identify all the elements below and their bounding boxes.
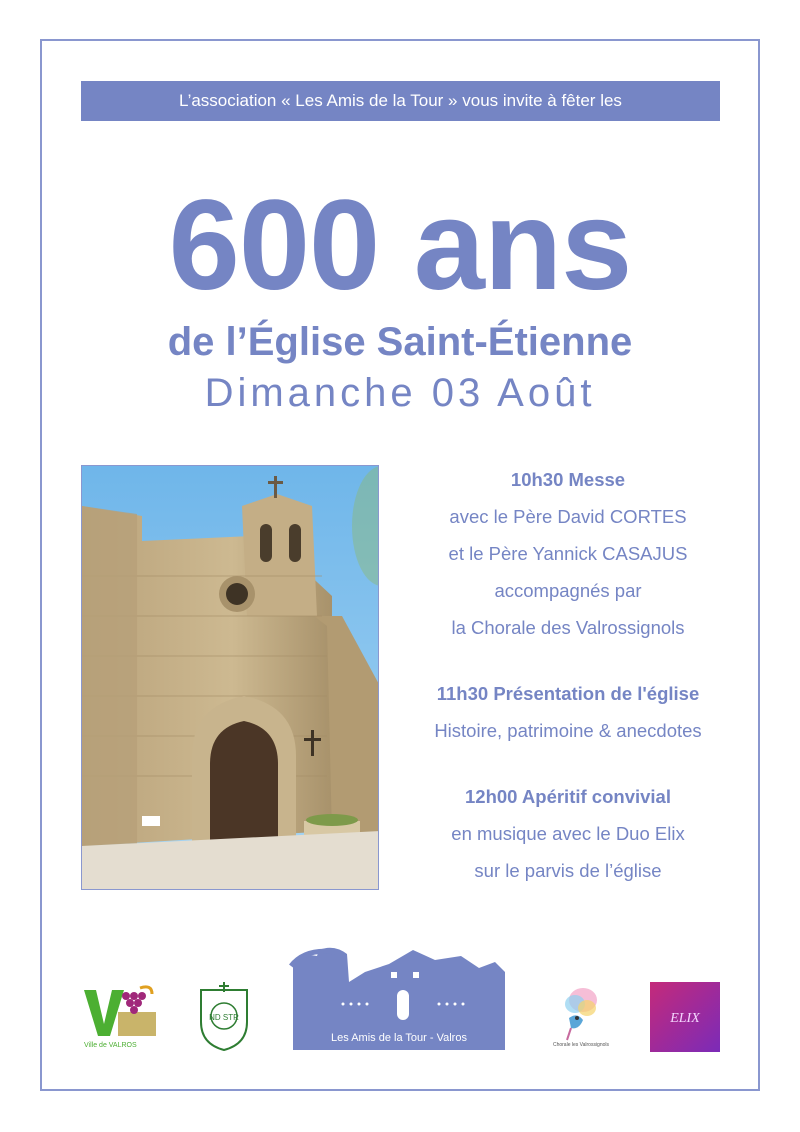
program-line: en musique avec le Duo Elix xyxy=(451,823,685,844)
chorale-logo xyxy=(547,982,615,1052)
program-line: la Chorale des Valrossignols xyxy=(451,617,685,638)
amis-logo-text: Les Amis de la Tour - Valros xyxy=(331,1032,467,1044)
program-line: accompagnés par xyxy=(494,580,642,601)
program-line: avec le Père David CORTES xyxy=(449,506,687,527)
program-heading: 11h30 Présentation de l'église xyxy=(436,683,700,704)
elix-logo xyxy=(650,982,720,1052)
program-item-presentation xyxy=(398,676,738,749)
elix-logo-text: ELIX xyxy=(670,1011,700,1026)
parish-logo-text: ND STR xyxy=(209,1013,239,1022)
invitation-banner: L’association « Les Amis de la Tour » vous invite à fêter les xyxy=(81,81,720,121)
valros-logo xyxy=(82,984,157,1050)
program-line: et le Père Yannick CASAJUS xyxy=(448,543,688,564)
church-subtitle: de l’Église Saint-Étienne xyxy=(167,320,633,364)
church-photo xyxy=(81,465,379,890)
program xyxy=(398,462,738,919)
program-line: Histoire, patrimoine & anecdotes xyxy=(434,720,702,741)
valros-logo-text: Ville de VALROS xyxy=(84,1042,137,1049)
program-heading: 12h00 Apéritif convivial xyxy=(465,786,671,807)
program-item-aperitif xyxy=(398,779,738,889)
program-heading: 10h30 Messe xyxy=(510,469,626,490)
headline-600-ans: 600 ans xyxy=(168,174,632,317)
amis-de-la-tour-logo xyxy=(289,942,508,1050)
parish-logo xyxy=(195,982,253,1052)
event-date: Dimanche 03 Août xyxy=(204,371,596,415)
program-item-messe xyxy=(398,462,738,646)
program-line: sur le parvis de l’église xyxy=(474,860,662,881)
chorale-logo-text: Chorale les Valrossignols xyxy=(552,1042,610,1048)
